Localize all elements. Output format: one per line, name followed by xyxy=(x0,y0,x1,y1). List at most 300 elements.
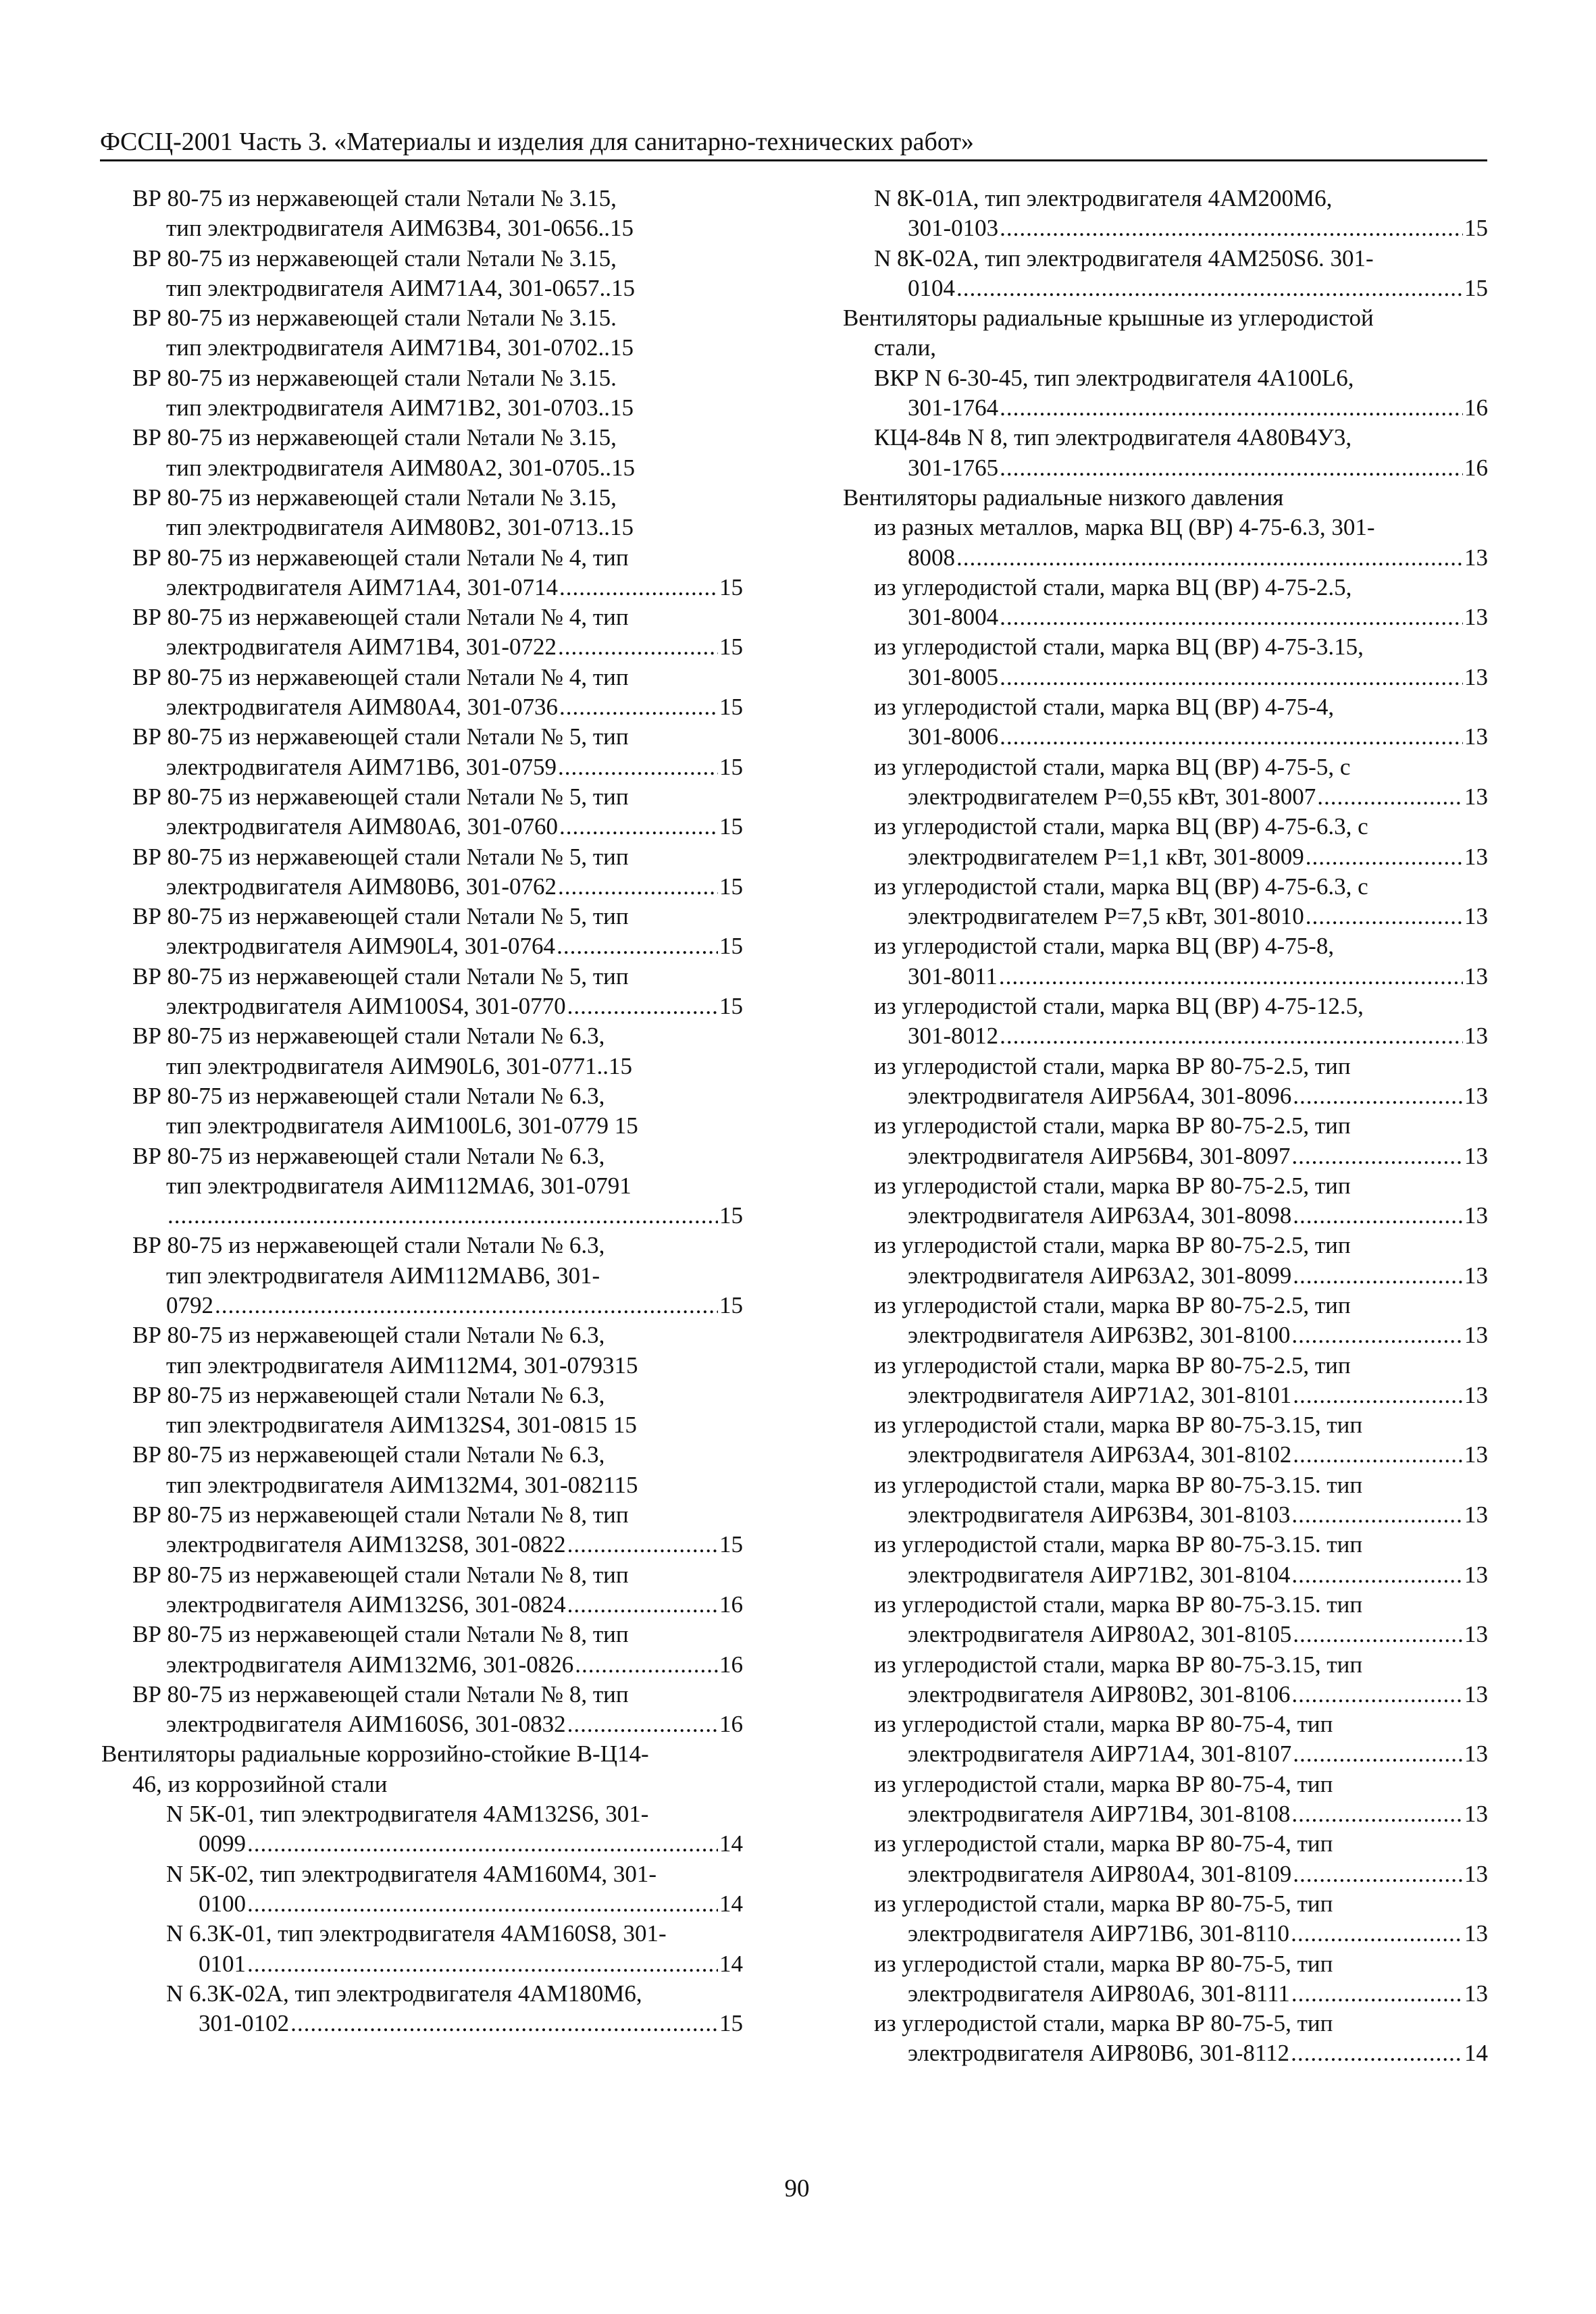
entry-leader-text: электродвигателя АИР63А2, 301-8099 xyxy=(908,1262,1292,1289)
index-entry xyxy=(843,812,1488,872)
section-heading xyxy=(843,483,1488,513)
entry-page-ref: 15 xyxy=(1464,274,1488,301)
dot-leader xyxy=(1000,213,1463,243)
dot-leader xyxy=(558,632,718,662)
entry-leader-line xyxy=(101,1201,743,1231)
entry-leader-line xyxy=(843,1500,1488,1530)
index-entry xyxy=(101,1021,743,1081)
index-entry xyxy=(101,1381,743,1441)
entry-leader-text: электродвигателя АИМ80А4, 301-0736 xyxy=(166,694,558,721)
index-entry xyxy=(101,1859,743,1920)
entry-leader-text: 8008 xyxy=(908,544,955,571)
entry-leader-text: электродвигателя АИМ90L4, 301-0764 xyxy=(166,933,556,960)
index-entry xyxy=(101,1799,743,1859)
index-entry xyxy=(101,663,743,723)
entry-line: тип электродвигателя АИМ63В4, 301-0656..15 xyxy=(166,215,634,242)
entry-leader-line xyxy=(101,931,743,961)
index-entry xyxy=(101,244,743,304)
entry-leader-text: 0792 xyxy=(166,1291,213,1318)
dot-leader xyxy=(1293,1859,1463,1889)
entry-line: из углеродистой стали, марка ВР 80-75-3.15, тип xyxy=(874,1412,1363,1439)
entry-line: из углеродистой стали, марка ВЦ (ВР) 4-75-12.5, xyxy=(874,993,1364,1020)
entry-leader-line xyxy=(843,842,1488,872)
dot-leader xyxy=(567,992,718,1021)
right-section-entries-low-pressure xyxy=(843,513,1488,2068)
entry-line: тип электродвигателя АИМ71А4, 301-0657..15 xyxy=(166,274,635,301)
index-entry xyxy=(101,1919,743,1979)
entry-leader-line xyxy=(101,1949,743,1979)
entry-leader-line xyxy=(843,1680,1488,1709)
entry-line: ВР 80-75 из нержавеющей стали №тали № 3.15, xyxy=(132,424,617,451)
entry-line: ВР 80-75 из нержавеющей стали №тали № 6.3, xyxy=(132,1082,605,1109)
entry-page-ref: 13 xyxy=(1464,1621,1488,1648)
entry-line: из углеродистой стали, марка ВР 80-75-2.5, тип xyxy=(874,1232,1351,1259)
index-entry xyxy=(101,1979,743,2039)
index-entry xyxy=(101,1500,743,1560)
entry-leader-text: 301-0102 xyxy=(199,2010,290,2037)
entry-line: ВР 80-75 из нержавеющей стали №тали № 6.3, xyxy=(132,1441,605,1468)
index-entry xyxy=(101,722,743,782)
index-entry xyxy=(101,1680,743,1740)
entry-line: тип электродвигателя АИМ71В2, 301-0703..15 xyxy=(166,394,634,421)
entry-page-ref: 14 xyxy=(1464,2040,1488,2067)
entry-leader-text: электродвигателя АИР63А4, 301-8102 xyxy=(908,1441,1292,1468)
entry-page-ref: 13 xyxy=(1464,723,1488,750)
entry-line: ВР 80-75 из нержавеющей стали №тали № 5, тип xyxy=(132,723,629,750)
entry-page-ref: 13 xyxy=(1464,1082,1488,1109)
left-section-entries xyxy=(101,1799,743,2038)
left-section-heading xyxy=(101,1739,743,1799)
entry-page-ref: 16 xyxy=(719,1651,743,1678)
entry-leader-line xyxy=(101,872,743,902)
entry-leader-text: 301-8004 xyxy=(908,604,999,631)
right-section-heading-low-pressure xyxy=(843,483,1488,513)
entry-line: N 5К-02, тип электродвигателя 4АМ160М4, 301- xyxy=(166,1860,657,1887)
dot-leader xyxy=(215,1291,718,1320)
entry-leader-line xyxy=(843,1620,1488,1649)
entry-leader-text: электродвигателя АИР71А4, 301-8107 xyxy=(908,1741,1292,1768)
entry-leader-text: электродвигателя АИР71В2, 301-8104 xyxy=(908,1561,1291,1588)
entry-leader-text: 301-8011 xyxy=(908,962,998,989)
dot-leader xyxy=(1293,1081,1463,1111)
index-entry xyxy=(101,1440,743,1500)
entry-leader-line xyxy=(843,393,1488,423)
entry-line: ВР 80-75 из нержавеющей стали №тали № 5, тип xyxy=(132,783,629,810)
index-entry xyxy=(843,1052,1488,1112)
index-entry xyxy=(843,1111,1488,1171)
entry-leader-text: электродвигателя АИР71В4, 301-8108 xyxy=(908,1801,1291,1828)
entry-page-ref: 14 xyxy=(719,1950,743,1977)
entry-line: ВКР N 6-30-45, тип электродвигателя 4А100L6, xyxy=(874,364,1354,391)
right-section-entries-roof-fans xyxy=(843,363,1488,483)
entry-leader-line xyxy=(843,1979,1488,2009)
entry-page-ref: 15 xyxy=(719,1291,743,1318)
index-entry xyxy=(101,483,743,543)
dot-leader xyxy=(290,2009,718,2038)
entry-leader-line xyxy=(843,782,1488,812)
entry-leader-text: электродвигателя АИМ71А4, 301-0714 xyxy=(166,573,558,600)
heading-line: Вентиляторы радиальные низкого давления xyxy=(843,484,1284,511)
entry-page-ref: 13 xyxy=(1464,783,1488,810)
entry-line: ВР 80-75 из нержавеющей стали №тали № 6.3, xyxy=(132,1322,605,1349)
entry-leader-line xyxy=(843,902,1488,931)
dot-leader xyxy=(999,962,1463,992)
entry-leader-text: электродвигателя АИМ132S6, 301-0824 xyxy=(166,1591,566,1618)
index-entry xyxy=(101,423,743,483)
dot-leader xyxy=(1306,902,1463,931)
dot-leader xyxy=(1293,1261,1463,1291)
entry-page-ref: 15 xyxy=(719,933,743,960)
entry-line: ВР 80-75 из нержавеющей стали №тали № 3.15. xyxy=(132,305,617,332)
entry-line: тип электродвигателя АИМ132S4, 301-0815 15 xyxy=(166,1412,637,1439)
dot-leader xyxy=(956,274,1463,303)
entry-page-ref: 13 xyxy=(1464,1381,1488,1408)
heading-line: 46, из коррозийной стали xyxy=(132,1770,388,1797)
entry-leader-text: 0101 xyxy=(199,1950,246,1977)
dot-leader xyxy=(1000,1021,1463,1051)
entry-page-ref: 13 xyxy=(1464,962,1488,989)
index-entry xyxy=(843,423,1488,483)
entry-leader-line xyxy=(843,602,1488,632)
entry-leader-line xyxy=(101,692,743,722)
dot-leader xyxy=(558,752,718,782)
entry-leader-text: электродвигателя АИМ71В4, 301-0722 xyxy=(166,634,557,661)
dot-leader xyxy=(1293,1201,1463,1231)
entry-leader-line xyxy=(101,1650,743,1680)
entry-page-ref: 14 xyxy=(719,1830,743,1857)
entry-leader-text: электродвигателя АИР80А6, 301-8111 xyxy=(908,1980,1290,2007)
entry-leader-line xyxy=(101,2009,743,2038)
entry-page-ref: 15 xyxy=(719,753,743,780)
entry-leader-line xyxy=(101,1291,743,1320)
entry-leader-text: электродвигателя АИР80А2, 301-8105 xyxy=(908,1621,1292,1648)
entry-leader-text: электродвигателя АИМ80В6, 301-0762 xyxy=(166,873,557,900)
page-number: 90 xyxy=(784,2175,810,2203)
entry-line: ВР 80-75 из нержавеющей стали №тали № 8, тип xyxy=(132,1680,629,1707)
index-entry xyxy=(101,962,743,1022)
heading-line: стали, xyxy=(874,334,937,361)
entry-page-ref: 13 xyxy=(1464,1202,1488,1229)
entry-page-ref: 13 xyxy=(1464,1262,1488,1289)
dot-leader xyxy=(1293,1440,1463,1470)
entry-leader-text: 301-8012 xyxy=(908,1023,999,1050)
entry-leader-line xyxy=(101,1530,743,1560)
index-entry xyxy=(843,752,1488,813)
dot-leader xyxy=(567,1530,718,1560)
heading-line: Вентиляторы радиальные коррозийно-стойкие В-Ц14- xyxy=(101,1741,649,1768)
dot-leader xyxy=(1291,2038,1463,2068)
dot-leader xyxy=(559,692,718,722)
entry-leader-line xyxy=(843,453,1488,483)
entry-page-ref: 13 xyxy=(1464,1980,1488,2007)
dot-leader xyxy=(1306,842,1463,872)
index-entry xyxy=(843,513,1488,573)
entry-leader-line xyxy=(843,1381,1488,1410)
index-entry xyxy=(843,1709,1488,1770)
entry-line: тип электродвигателя АИМ100L6, 301-0779 15 xyxy=(166,1112,638,1139)
dot-leader xyxy=(1000,602,1463,632)
entry-line: из углеродистой стали, марка ВР 80-75-3.15. тип xyxy=(874,1471,1363,1498)
entry-leader-line xyxy=(843,1141,1488,1171)
entry-line: ВР 80-75 из нержавеющей стали №тали № 3.15, xyxy=(132,185,617,211)
page-header: ФССЦ-2001 Часть 3. «Материалы и изделия для санитарно-технических работ» xyxy=(100,128,974,156)
entry-line: из углеродистой стали, марка ВР 80-75-2.5, тип xyxy=(874,1291,1351,1318)
entry-leader-line xyxy=(843,1081,1488,1111)
index-entry xyxy=(843,363,1488,423)
entry-line: из углеродистой стали, марка ВР 80-75-2.5, тип xyxy=(874,1352,1351,1379)
index-entry xyxy=(843,1410,1488,1470)
index-entry xyxy=(101,1081,743,1141)
entry-line: тип электродвигателя АИМ90L6, 301-0771..15 xyxy=(166,1052,633,1079)
heading-line: Вентиляторы радиальные крышные из углеродистой xyxy=(843,305,1374,332)
index-entry xyxy=(843,1171,1488,1231)
entry-page-ref: 16 xyxy=(719,1711,743,1738)
dot-leader xyxy=(1291,1799,1463,1829)
section-heading xyxy=(843,303,1488,363)
entry-line: ВР 80-75 из нержавеющей стали №тали № 4, тип xyxy=(132,604,629,631)
entry-line: тип электродвигателя АИМ112М4, 301-079315 xyxy=(166,1352,638,1379)
index-entry xyxy=(843,1590,1488,1650)
header-rule xyxy=(100,159,1487,161)
entry-leader-text: электродвигателя АИР80А4, 301-8109 xyxy=(908,1860,1292,1887)
entry-page-ref: 16 xyxy=(1464,394,1488,421)
entry-line: N 6.3К-01, тип электродвигателя 4АМ160S8, 301- xyxy=(166,1920,667,1947)
entry-leader-line xyxy=(101,632,743,662)
index-entry xyxy=(843,872,1488,932)
entry-line: тип электродвигателя АИМ132М4, 301-082115 xyxy=(166,1471,638,1498)
dot-leader xyxy=(1291,1141,1463,1171)
entry-leader-text: электродвигателя АИР80В2, 301-8106 xyxy=(908,1680,1291,1707)
entry-leader-text: электродвигателя АИР71В6, 301-8110 xyxy=(908,1920,1290,1947)
entry-leader-text: 301-8006 xyxy=(908,723,999,750)
index-column-left xyxy=(101,184,743,2038)
entry-leader-line xyxy=(101,573,743,602)
index-entry xyxy=(843,1829,1488,1889)
entry-line: тип электродвигателя АИМ71В4, 301-0702..15 xyxy=(166,334,634,361)
entry-leader-text: электродвигателя АИМ100S4, 301-0770 xyxy=(166,993,566,1020)
index-entry xyxy=(843,1231,1488,1291)
entry-leader-line xyxy=(843,1799,1488,1829)
entry-line: из углеродистой стали, марка ВЦ (ВР) 4-75-5, с xyxy=(874,753,1351,780)
dot-leader xyxy=(1000,663,1463,692)
entry-leader-text: электродвигателя АИР63В2, 301-8100 xyxy=(908,1322,1291,1349)
entry-page-ref: 13 xyxy=(1464,1561,1488,1588)
dot-leader xyxy=(1291,1680,1463,1709)
index-entry xyxy=(843,632,1488,692)
entry-line: ВР 80-75 из нержавеющей стали №тали № 8, тип xyxy=(132,1621,629,1648)
index-entry xyxy=(843,692,1488,752)
entry-line: ВР 80-75 из нержавеющей стали №тали № 3.15. xyxy=(132,364,617,391)
dot-leader xyxy=(559,573,718,602)
entry-leader-line xyxy=(843,663,1488,692)
entry-page-ref: 16 xyxy=(1464,454,1488,481)
section-heading xyxy=(101,1739,743,1799)
entry-leader-text: 301-1765 xyxy=(908,454,999,481)
entry-line: ВР 80-75 из нержавеющей стали №тали № 6.3, xyxy=(132,1142,605,1169)
entry-line: ВР 80-75 из нержавеющей стали №тали № 4, тип xyxy=(132,544,629,571)
entry-leader-text: 301-8005 xyxy=(908,663,999,690)
entry-leader-text: электродвигателем Р=1,1 кВт, 301-8009 xyxy=(908,843,1304,870)
entry-line: ВР 80-75 из нержавеющей стали №тали № 8, тип xyxy=(132,1561,629,1588)
entry-leader-line xyxy=(843,962,1488,992)
index-entry xyxy=(101,842,743,902)
index-entry xyxy=(843,992,1488,1052)
entry-leader-text: электродвигателя АИМ132S8, 301-0822 xyxy=(166,1531,566,1558)
entry-line: из углеродистой стали, марка ВЦ (ВР) 4-75-6.3, с xyxy=(874,813,1368,840)
entry-line: ВР 80-75 из нержавеющей стали №тали № 3.15, xyxy=(132,245,617,272)
entry-page-ref: 15 xyxy=(719,573,743,600)
entry-line: N 8К-01А, тип электродвигателя 4АМ200М6, xyxy=(874,185,1333,211)
entry-line: тип электродвигателя АИМ80В2, 301-0713..15 xyxy=(166,514,634,541)
entry-leader-line xyxy=(843,1739,1488,1769)
index-entry xyxy=(843,1949,1488,2009)
dot-leader xyxy=(1000,453,1463,483)
entry-leader-line xyxy=(843,1919,1488,1949)
entry-leader-text: 0100 xyxy=(199,1890,246,1917)
index-entry xyxy=(843,1351,1488,1411)
entry-page-ref: 13 xyxy=(1464,544,1488,571)
dot-leader xyxy=(575,1650,718,1680)
entry-line: тип электродвигателя АИМ112МА6, 301-0791 xyxy=(166,1172,632,1199)
dot-leader xyxy=(1000,393,1463,423)
entry-line: ВР 80-75 из нержавеющей стали №тали № 6.3, xyxy=(132,1232,605,1259)
entry-leader-line xyxy=(843,274,1488,303)
entry-leader-line xyxy=(843,1440,1488,1470)
entry-line: из углеродистой стали, марка ВЦ (ВР) 4-75-4, xyxy=(874,694,1335,721)
entry-line: из углеродистой стали, марка ВР 80-75-2.5, тип xyxy=(874,1172,1351,1199)
index-entry xyxy=(101,1320,743,1381)
index-entry xyxy=(101,543,743,603)
entry-leader-line xyxy=(843,722,1488,752)
entry-line: из углеродистой стали, марка ВР 80-75-4, тип xyxy=(874,1711,1333,1738)
index-entry xyxy=(101,782,743,842)
entry-leader-line xyxy=(101,992,743,1021)
right-top-entries xyxy=(843,184,1488,303)
entry-page-ref: 15 xyxy=(719,1531,743,1558)
entry-page-ref: 13 xyxy=(1464,843,1488,870)
right-section-heading-roof-fans xyxy=(843,303,1488,363)
index-entry xyxy=(843,1530,1488,1590)
dot-leader xyxy=(247,1829,718,1859)
entry-line: из углеродистой стали, марка ВЦ (ВР) 4-75-6.3, с xyxy=(874,873,1368,900)
entry-leader-text: электродвигателя АИМ160S6, 301-0832 xyxy=(166,1711,566,1738)
entry-leader-line xyxy=(843,1859,1488,1889)
index-entry xyxy=(843,573,1488,633)
dot-leader xyxy=(559,812,718,842)
entry-line: из углеродистой стали, марка ВЦ (ВР) 4-75-3.15, xyxy=(874,634,1364,661)
dot-leader xyxy=(1291,1560,1463,1590)
entry-page-ref: 15 xyxy=(1464,215,1488,242)
entry-line: тип электродвигателя АИМ80А2, 301-0705..15 xyxy=(166,454,635,481)
entry-leader-text: электродвигателем Р=7,5 кВт, 301-8010 xyxy=(908,903,1304,930)
entry-line: ВР 80-75 из нержавеющей стали №тали № 5, тип xyxy=(132,843,629,870)
dot-leader xyxy=(1291,1500,1463,1530)
entry-line: из углеродистой стали, марка ВР 80-75-4, тип xyxy=(874,1770,1333,1797)
entry-page-ref: 15 xyxy=(719,694,743,721)
entry-line: ВР 80-75 из нержавеющей стали №тали № 3.15, xyxy=(132,484,617,511)
entry-line: тип электродвигателя АИМ112МАВ6, 301- xyxy=(166,1262,600,1289)
entry-leader-line xyxy=(101,1709,743,1739)
entry-line: ВР 80-75 из нержавеющей стали №тали № 4, тип xyxy=(132,663,629,690)
entry-line: из углеродистой стали, марка ВР 80-75-5, тип xyxy=(874,1950,1333,1977)
dot-leader xyxy=(1291,1320,1463,1350)
dot-leader xyxy=(1000,722,1463,752)
entry-line: из углеродистой стали, марка ВР 80-75-3.15, тип xyxy=(874,1651,1363,1678)
entry-page-ref: 13 xyxy=(1464,1741,1488,1768)
index-entry xyxy=(101,602,743,663)
entry-page-ref: 15 xyxy=(719,2010,743,2037)
entry-page-ref: 13 xyxy=(1464,1322,1488,1349)
entry-line: из углеродистой стали, марка ВР 80-75-2.5, тип xyxy=(874,1052,1351,1079)
entry-line: ВР 80-75 из нержавеющей стали №тали № 5, тип xyxy=(132,962,629,989)
entry-leader-text: электродвигателя АИМ132М6, 301-0826 xyxy=(166,1651,574,1678)
entry-leader-text: 0104 xyxy=(908,274,955,301)
entry-line: из углеродистой стали, марка ВР 80-75-4, тип xyxy=(874,1830,1333,1857)
index-entry xyxy=(101,363,743,423)
entry-page-ref: 14 xyxy=(719,1890,743,1917)
entry-page-ref: 13 xyxy=(1464,663,1488,690)
entry-page-ref: 13 xyxy=(1464,1680,1488,1707)
entry-leader-text: 0099 xyxy=(199,1830,246,1857)
entry-leader-line xyxy=(843,543,1488,573)
index-entry xyxy=(101,1231,743,1320)
entry-line: ВР 80-75 из нержавеющей стали №тали № 6.3, xyxy=(132,1381,605,1408)
entry-page-ref: 15 xyxy=(719,813,743,840)
entry-leader-text: электродвигателя АИР71А2, 301-8101 xyxy=(908,1381,1292,1408)
entry-leader-line xyxy=(843,1201,1488,1231)
entry-line: N 5К-01, тип электродвигателя 4АМ132S6, 301- xyxy=(166,1801,649,1828)
dot-leader xyxy=(1291,1919,1463,1949)
entry-page-ref: 15 xyxy=(719,993,743,1020)
entry-leader-line xyxy=(843,1320,1488,1350)
dot-leader xyxy=(1291,1979,1463,2009)
entry-page-ref: 13 xyxy=(1464,1920,1488,1947)
entry-leader-line xyxy=(101,1889,743,1919)
entry-page-ref: 13 xyxy=(1464,1441,1488,1468)
dot-leader xyxy=(557,931,718,961)
entry-leader-text: электродвигателя АИР56В4, 301-8097 xyxy=(908,1142,1291,1169)
dot-leader xyxy=(247,1889,718,1919)
index-entry xyxy=(843,244,1488,304)
entry-leader-text: 301-0103 xyxy=(908,215,999,242)
dot-leader xyxy=(956,543,1463,573)
entry-page-ref: 15 xyxy=(719,634,743,661)
entry-page-ref: 13 xyxy=(1464,1501,1488,1528)
entry-leader-text: 301-1764 xyxy=(908,394,999,421)
entry-leader-line xyxy=(843,213,1488,243)
entry-leader-line xyxy=(843,2038,1488,2068)
dot-leader xyxy=(1293,1381,1463,1410)
index-entry xyxy=(101,902,743,962)
entry-line: из углеродистой стали, марка ВЦ (ВР) 4-75-2.5, xyxy=(874,573,1352,600)
entry-line: из разных металлов, марка ВЦ (ВР) 4-75-6.3, 301- xyxy=(874,514,1375,541)
dot-leader xyxy=(1293,1739,1463,1769)
dot-leader xyxy=(1317,782,1463,812)
index-entry xyxy=(843,1770,1488,1830)
entry-line: из углеродистой стали, марка ВР 80-75-3.15. тип xyxy=(874,1591,1363,1618)
entry-page-ref: 13 xyxy=(1464,1023,1488,1050)
index-entry xyxy=(843,1291,1488,1351)
entry-leader-text: электродвигателя АИР63В4, 301-8103 xyxy=(908,1501,1291,1528)
entry-line: ВР 80-75 из нержавеющей стали №тали № 6.3, xyxy=(132,1023,605,1050)
entry-leader-text: электродвигателя АИР80В6, 301-8112 xyxy=(908,2040,1290,2067)
entry-leader-line xyxy=(843,1021,1488,1051)
entry-line: ВР 80-75 из нержавеющей стали №тали № 8, тип xyxy=(132,1501,629,1528)
entry-leader-line xyxy=(101,1590,743,1620)
entry-line: из углеродистой стали, марка ВР 80-75-5, тип xyxy=(874,1890,1333,1917)
entry-leader-line xyxy=(843,1261,1488,1291)
entry-line: N 8К-02А, тип электродвигателя 4АМ250S6. 301- xyxy=(874,245,1374,272)
